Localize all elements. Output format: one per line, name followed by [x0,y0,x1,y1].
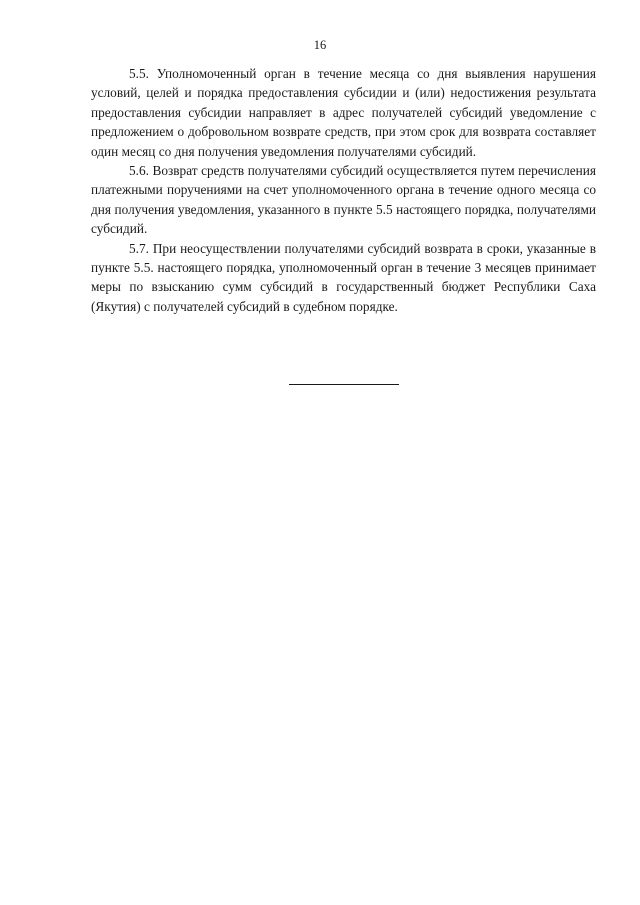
page-number: 16 [313,38,327,52]
paragraph-5-7: 5.7. При неосуществлении получателями субсидий возврата в сроки, указанные в пункте 5.5. настоящего порядка, уполномоченный орган в течение 3 месяцев принимает меры по взысканию сумм субсидий в государственный бюджет Республики Саха (Якутия) с получателей субсидий в судебном порядке. [91,240,596,314]
paragraph-5-5: 5.5. Уполномоченный орган в течение месяца со дня выявления нарушения условий, целей и порядка предоставления субсидии и (или) недостижения результата предоставления субсидии направляет в адрес получателей субсидий уведомление с предложением о добровольном возврате средств, при этом срок для возврата составляет один месяц со дня получения уведомления получателями субсидий. [91,66,596,159]
paragraph-5-6: 5.6. Возврат средств получателями субсидий осуществляется путем перечисления платежными поручениями на счет уполномоченного органа в течение одного месяца со дня получения уведомления, указанного в пункте 5.5 настоящего порядка, получателями субсидий. [91,163,596,237]
end-separator-line [289,384,399,385]
document-body [91,64,596,316]
